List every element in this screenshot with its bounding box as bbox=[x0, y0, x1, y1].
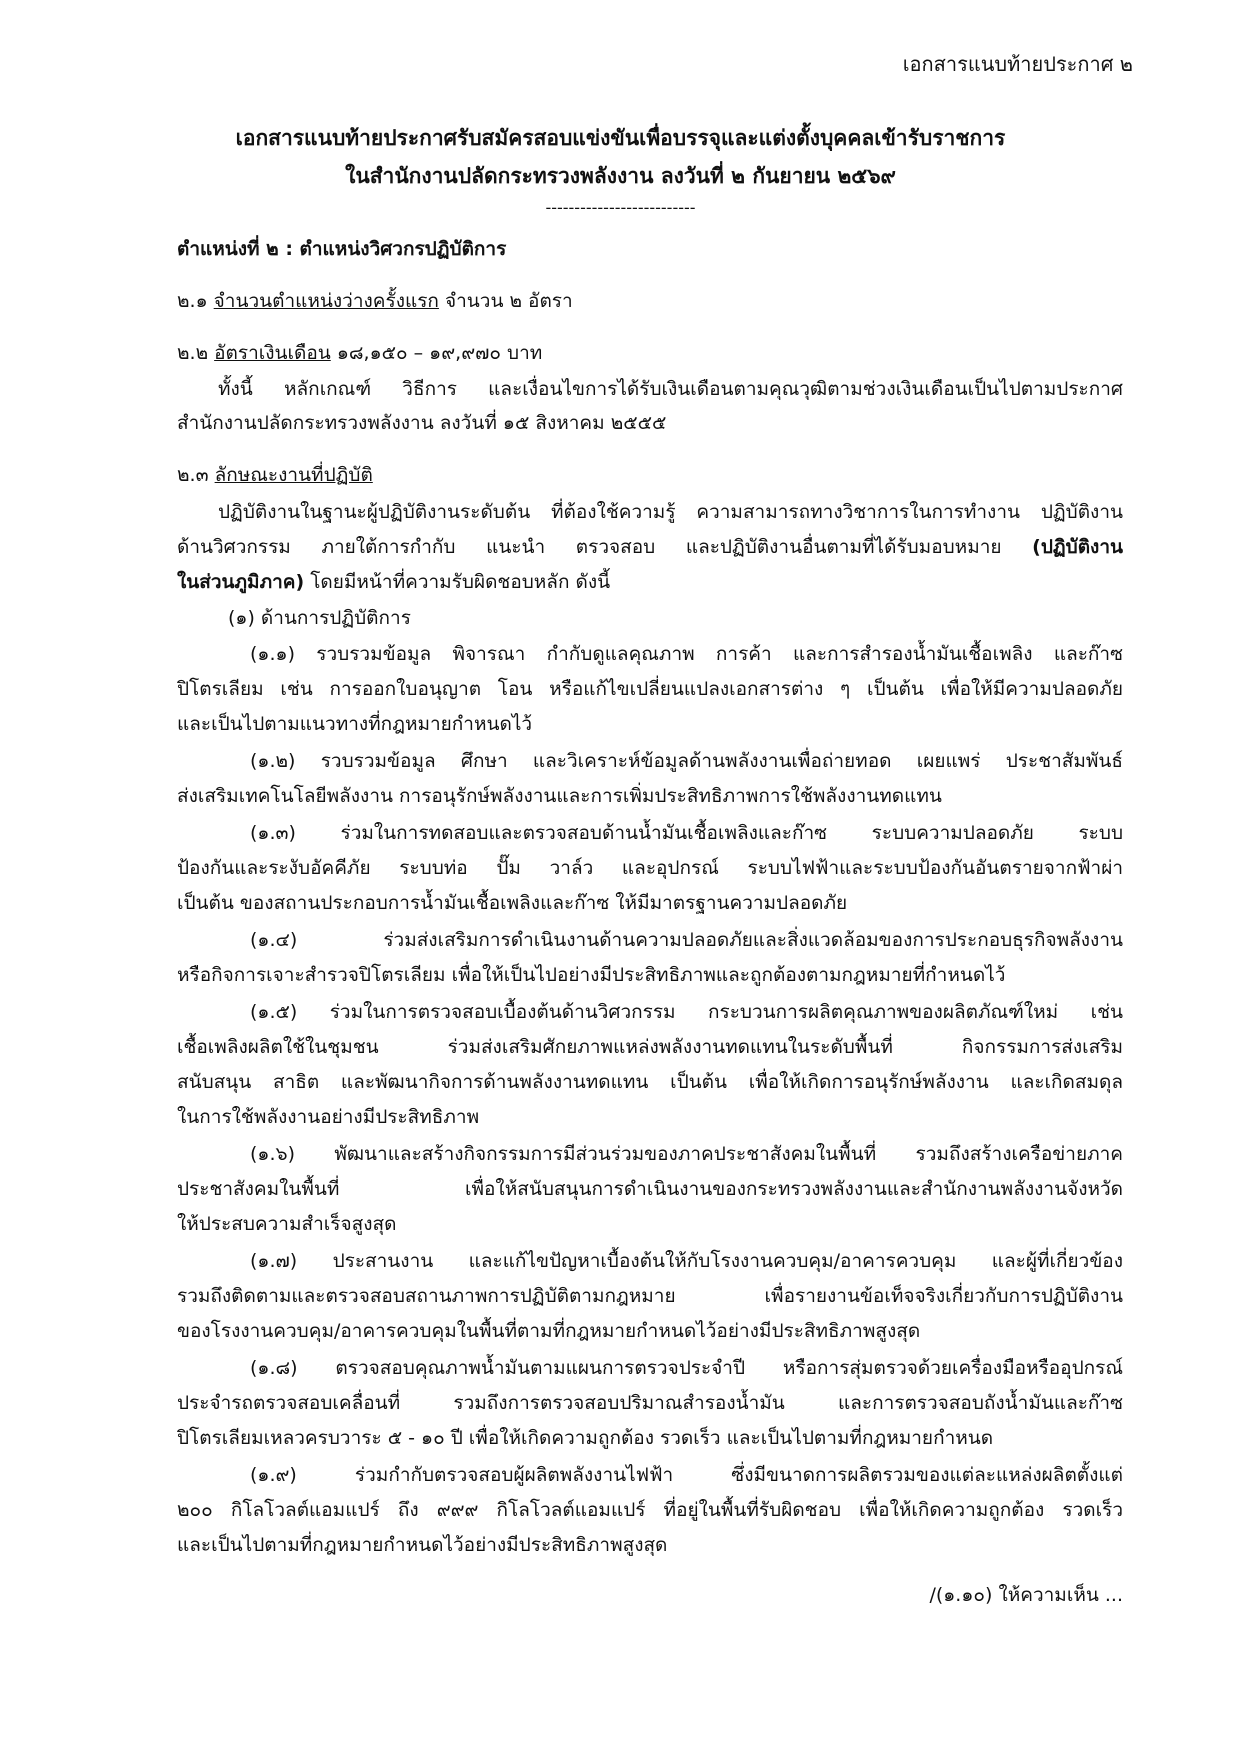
salary-note-line1: ทั้งนี้ หลักเกณฑ์ วิธีการ และเงื่อนไขการได้รับเงินเดือนตามคุณวุฒิตามช่วงเงินเดือนเป็นไปตามประกาศ bbox=[218, 378, 1123, 400]
duty-item-9-line1: (๑.๙) ร่วมกำกับตรวจสอบผู้ผลิตพลังงานไฟฟ้า ซึ่งมีขนาดการผลิตรวมของแต่ละแหล่งผลิตตั้งแต่ bbox=[250, 1464, 1123, 1486]
duty-item-9-line2: ๒๐๐ กิโลโวลต์แอมแปร์ ถึง ๙๙๙ กิโลโวลต์แอมแปร์ ที่อยู่ในพื้นที่รับผิดชอบ เพื่อให้เกิดความถูกต้อง รวดเร็ว bbox=[177, 1499, 1123, 1521]
duty-item-5-line2: เชื้อเพลิงผลิตใช้ในชุมชน ร่วมส่งเสริมศักยภาพแหล่งพลังงานทดแทนในระดับพื้นที่ กิจกรรมการส่งเสริม bbox=[177, 1036, 1123, 1058]
duty-item-6-line1: (๑.๖) พัฒนาและสร้างกิจกรรมการมีส่วนร่วมของภาคประชาสังคมในพื้นที่ รวมถึงสร้างเครือข่ายภาค bbox=[250, 1143, 1123, 1165]
duty-item-8-line3: ปิโตรเลียมเหลวครบวาระ ๕ - ๑๐ ปี เพื่อให้เกิดความถูกต้อง รวดเร็ว และเป็นไปตามที่กฎหมายกำหนด bbox=[177, 1427, 994, 1449]
duties-intro-line2-bold: (ปฏิบัติงาน bbox=[1032, 536, 1123, 558]
duty-item-4-line1: (๑.๔) ร่วมส่งเสริมการดำเนินงานด้านความปลอดภัยและสิ่งแวดล้อมของการประกอบธุรกิจพลังงาน bbox=[250, 929, 1123, 951]
vacancy-number: ๒.๑ bbox=[177, 290, 208, 312]
duty-item-7-line2: รวมถึงติดตามและตรวจสอบสถานภาพการปฏิบัติตามกฎหมาย เพื่อรายงานข้อเท็จจริงเกี่ยวกับการปฏิบัติงาน bbox=[177, 1285, 1123, 1307]
duties-sub-heading: (๑) ด้านการปฏิบัติการ bbox=[228, 607, 411, 629]
title-divider: -------------------------- bbox=[545, 198, 696, 217]
vacancy-label: จำนวนตำแหน่งว่างครั้งแรก bbox=[213, 290, 439, 312]
salary-number: ๒.๒ bbox=[177, 342, 209, 364]
salary-label: อัตราเงินเดือน bbox=[214, 342, 331, 364]
duty-item-5-line4: ในการใช้พลังงานอย่างมีประสิทธิภาพ bbox=[177, 1106, 480, 1128]
salary-note-line2: สำนักงานปลัดกระทรวงพลังงาน ลงวันที่ ๑๕ สิงหาคม ๒๕๕๕ bbox=[177, 412, 667, 434]
duty-item-3-line2: ป้องกันและระงับอัคคีภัย ระบบท่อ ปั๊ม วาล์ว และอุปกรณ์ ระบบไฟฟ้าและระบบป้องกันอันตรายจากฟ้าผ่า bbox=[177, 857, 1123, 879]
duty-item-4-line2: หรือกิจการเจาะสำรวจปิโตรเลียม เพื่อให้เป็นไปอย่างมีประสิทธิภาพและถูกต้องตามกฎหมายที่กำหนดไว้ bbox=[177, 964, 1006, 986]
duty-item-2-line2: ส่งเสริมเทคโนโลยีพลังงาน การอนุรักษ์พลังงานและการเพิ่มประสิทธิภาพการใช้พลังงานทดแทน bbox=[177, 785, 942, 807]
duty-item-5-line3: สนับสนุน สาธิต และพัฒนากิจการด้านพลังงานทดแทน เป็นต้น เพื่อให้เกิดการอนุรักษ์พลังงาน และเกิดสมดุล bbox=[177, 1071, 1123, 1093]
duty-item-1-line1: (๑.๑) รวบรวมข้อมูล พิจารณา กำกับดูแลคุณภาพ การค้า และการสำรองน้ำมันเชื้อเพลิง และก๊าซ bbox=[250, 643, 1123, 665]
duty-item-7-line3: ของโรงงานควบคุม/อาคารควบคุมในพื้นที่ตามที่กฎหมายกำหนดไว้อย่างมีประสิทธิภาพสูงสุด bbox=[177, 1320, 921, 1342]
vacancy-line bbox=[177, 286, 1123, 316]
duty-item-8-line2: ประจำรถตรวจสอบเคลื่อนที่ รวมถึงการตรวจสอบปริมาณสำรองน้ำมัน และการตรวจสอบถังน้ำมันและก๊าซ bbox=[177, 1392, 1123, 1414]
duties-intro-line2-text: ด้านวิศวกรรม ภายใต้การกำกับ แนะนำ ตรวจสอบ และปฏิบัติงานอื่นตามที่ได้รับมอบหมาย bbox=[177, 536, 1002, 558]
position-heading: ตำแหน่งที่ ๒ : ตำแหน่งวิศวกรปฏิบัติการ bbox=[177, 238, 507, 260]
duties-intro-line3-text: โดยมีหน้าที่ความรับผิดชอบหลัก ดังนี้ bbox=[310, 571, 611, 593]
salary-value: ๑๘,๑๕๐ – ๑๙,๙๗๐ บาท bbox=[336, 342, 543, 364]
duty-item-1-line2: ปิโตรเลียม เช่น การออกใบอนุญาต โอน หรือแก้ไขเปลี่ยนแปลงเอกสารต่าง ๆ เป็นต้น เพื่อให้มีความปลอดภัย bbox=[177, 678, 1123, 700]
duty-item-8-line1: (๑.๘) ตรวจสอบคุณภาพน้ำมันตามแผนการตรวจประจำปี หรือการสุ่มตรวจด้วยเครื่องมือหรืออุปกรณ์ bbox=[250, 1357, 1123, 1379]
duties-label: ลักษณะงานที่ปฏิบัติ bbox=[214, 464, 373, 486]
duty-item-3-line1: (๑.๓) ร่วมในการทดสอบและตรวจสอบด้านน้ำมันเชื้อเพลิงและก๊าซ ระบบความปลอดภัย ระบบ bbox=[250, 822, 1123, 844]
duty-item-7-line1: (๑.๗) ประสานงาน และแก้ไขปัญหาเบื้องต้นให้กับโรงงานควบคุม/อาคารควบคุม และผู้ที่เกี่ยวข้อง bbox=[250, 1250, 1123, 1272]
continuation-note: /(๑.๑๐) ให้ความเห็น ... bbox=[929, 1584, 1123, 1606]
duty-item-2-line1: (๑.๒) รวบรวมข้อมูล ศึกษา และวิเคราะห์ข้อมูลด้านพลังงานเพื่อถ่ายทอด เผยแพร่ ประชาสัมพันธ์ bbox=[250, 750, 1123, 772]
document-title-line1: เอกสารแนบท้ายประกาศรับสมัครสอบแข่งขันเพื่อบรรจุและแต่งตั้งบุคคลเข้ารับราชการ bbox=[235, 126, 1006, 150]
duties-intro-line1: ปฏิบัติงานในฐานะผู้ปฏิบัติงานระดับต้น ที่ต้องใช้ความรู้ ความสามารถทางวิชาการในการทำงาน ปฏิบัติงาน bbox=[218, 501, 1123, 523]
duty-item-6-line3: ให้ประสบความสำเร็จสูงสุด bbox=[177, 1213, 397, 1235]
salary-line bbox=[177, 338, 1123, 368]
duty-item-6-line2: ประชาสังคมในพื้นที่ เพื่อให้สนับสนุนการดำเนินงานของกระทรวงพลังงานและสำนักงานพลังงานจังหวัด bbox=[177, 1178, 1123, 1200]
duties-line bbox=[177, 460, 1123, 490]
duty-item-1-line3: และเป็นไปตามแนวทางที่กฎหมายกำหนดไว้ bbox=[177, 713, 533, 735]
duties-intro-line2 bbox=[177, 532, 1123, 562]
vacancy-value: จำนวน ๒ อัตรา bbox=[444, 290, 573, 312]
header-note: เอกสารแนบท้ายประกาศ ๒ bbox=[902, 52, 1133, 76]
document-title-line2: ในสำนักงานปลัดกระทรวงพลังงาน ลงวันที่ ๒ กันยายน ๒๕๖๙ bbox=[345, 164, 896, 188]
duty-item-3-line3: เป็นต้น ของสถานประกอบการน้ำมันเชื้อเพลิงและก๊าซ ให้มีมาตรฐานความปลอดภัย bbox=[177, 892, 848, 914]
duties-intro-line3 bbox=[177, 567, 1123, 597]
duties-number: ๒.๓ bbox=[177, 464, 209, 486]
duties-intro-line3-bold: ในส่วนภูมิภาค) bbox=[177, 571, 305, 593]
duty-item-9-line3: และเป็นไปตามที่กฎหมายกำหนดไว้อย่างมีประสิทธิภาพสูงสุด bbox=[177, 1534, 668, 1556]
duty-item-5-line1: (๑.๕) ร่วมในการตรวจสอบเบื้องต้นด้านวิศวกรรม กระบวนการผลิตคุณภาพของผลิตภัณฑ์ใหม่ เช่น bbox=[250, 1001, 1123, 1023]
